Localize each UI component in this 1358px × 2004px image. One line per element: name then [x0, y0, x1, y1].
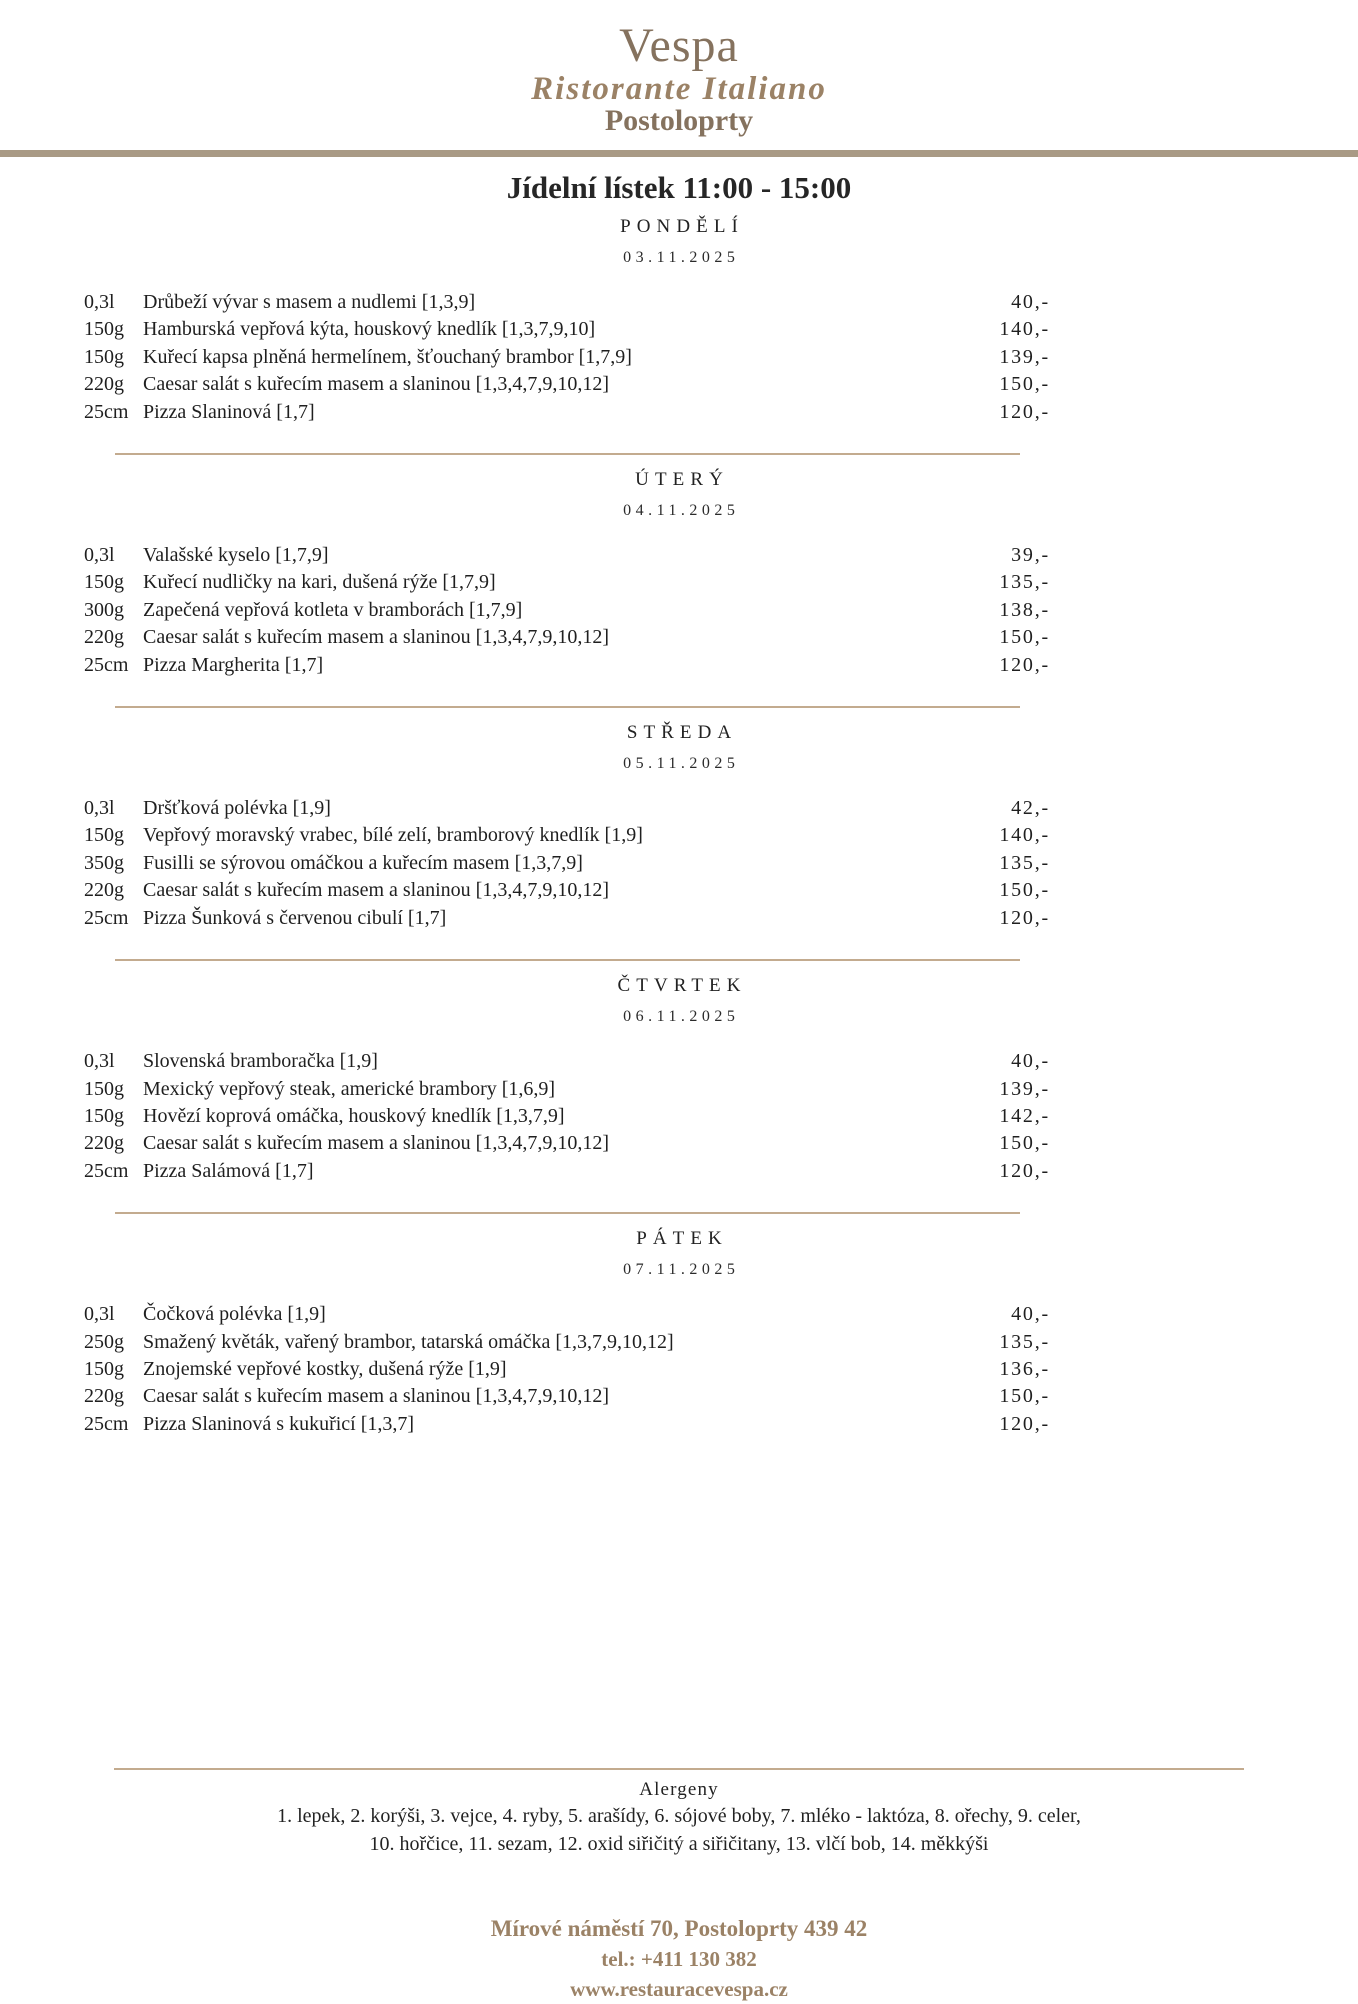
brand-header: [0, 0, 1358, 138]
item-price: 42,-: [1011, 797, 1050, 820]
allergens-divider: [114, 1768, 1244, 1770]
section-divider: [115, 959, 1020, 961]
menu-title: Jídelní lístek 11:00 - 15:00: [506, 170, 852, 205]
item-price: 139,-: [999, 345, 1050, 368]
day-date: 05.11.2025: [623, 755, 740, 773]
day-section: [0, 1227, 1358, 1438]
item-name: Smažený květák, vařený brambor, tatarská omáčka [1,3,7,9,10,12]: [143, 1330, 674, 1353]
day-items: [84, 795, 1050, 932]
menu-item-row: [84, 795, 1050, 822]
item-name: Hamburská vepřová kýta, houskový knedlík [1,3,7,9,10]: [143, 318, 596, 341]
item-price: 150,-: [999, 373, 1050, 396]
day-items: [84, 1301, 1050, 1438]
item-name: Znojemské vepřové kostky, dušená rýže [1,9]: [143, 1357, 507, 1380]
item-qty: 0,3l: [84, 544, 115, 567]
item-price: 150,-: [999, 626, 1050, 649]
menu-item-row: [84, 344, 1050, 371]
item-name: Mexický vepřový steak, americké brambory [1,6,9]: [143, 1077, 556, 1100]
day-items: [84, 542, 1050, 679]
item-price: 142,-: [999, 1104, 1050, 1127]
item-qty: 150g: [84, 345, 124, 368]
menu-item-row: [84, 316, 1050, 343]
menu-days: [0, 215, 1358, 1438]
menu-item-row: [84, 371, 1050, 398]
item-name: Slovenská bramboračka [1,9]: [143, 1050, 378, 1073]
item-price: 140,-: [999, 824, 1050, 847]
footer-phone: tel.: +411 130 382: [601, 1947, 757, 1972]
item-price: 136,-: [999, 1357, 1050, 1380]
item-qty: 150g: [84, 571, 124, 594]
item-qty: 25cm: [84, 1412, 129, 1435]
menu-item-row: [84, 1103, 1050, 1130]
item-qty: 25cm: [84, 400, 129, 423]
item-price: 120,-: [999, 653, 1050, 676]
item-price: 150,-: [999, 1385, 1050, 1408]
item-price: 138,-: [999, 598, 1050, 621]
item-qty: 220g: [84, 879, 124, 902]
item-qty: 220g: [84, 626, 124, 649]
item-name: Hovězí koprová omáčka, houskový knedlík [1,3,7,9]: [143, 1104, 565, 1127]
item-qty: 0,3l: [84, 797, 115, 820]
item-qty: 220g: [84, 1385, 124, 1408]
item-qty: 25cm: [84, 906, 129, 929]
item-price: 150,-: [999, 1132, 1050, 1155]
item-name: Pizza Margherita [1,7]: [143, 653, 324, 676]
item-price: 120,-: [999, 1412, 1050, 1435]
menu-item-row: [84, 1076, 1050, 1103]
menu-item-row: [84, 1048, 1050, 1075]
item-qty: 25cm: [84, 1159, 129, 1182]
item-name: Valašské kyselo [1,7,9]: [143, 544, 329, 567]
header-divider-bar: [0, 150, 1358, 157]
item-qty: 150g: [84, 318, 124, 341]
menu-item-row: [84, 597, 1050, 624]
day-date: 07.11.2025: [623, 1261, 740, 1279]
item-name: Kuřecí kapsa plněná hermelínem, šťouchaný brambor [1,7,9]: [143, 345, 632, 368]
item-name: Vepřový moravský vrabec, bílé zelí, bramborový knedlík [1,9]: [143, 824, 643, 847]
day-items: [84, 289, 1050, 426]
footer: [0, 1914, 1358, 2004]
day-name: ČTVRTEK: [617, 975, 747, 997]
item-price: 150,-: [999, 879, 1050, 902]
item-qty: 0,3l: [84, 291, 115, 313]
allergens-section: [0, 1778, 1358, 1858]
item-price: 120,-: [999, 906, 1050, 929]
item-price: 120,-: [999, 1159, 1050, 1182]
item-price: 40,-: [1011, 1050, 1050, 1073]
item-qty: 150g: [84, 824, 124, 847]
item-price: 40,-: [1011, 1303, 1050, 1326]
item-name: Caesar salát s kuřecím masem a slaninou [1,3,4,7,9,10,12]: [143, 1385, 609, 1408]
item-qty: 220g: [84, 1132, 124, 1155]
item-name: Pizza Salámová [1,7]: [143, 1159, 314, 1182]
item-name: Dršťková polévka [1,9]: [143, 797, 331, 820]
item-name: Caesar salát s kuřecím masem a slaninou [1,3,4,7,9,10,12]: [143, 626, 609, 649]
item-price: 39,-: [1011, 544, 1050, 567]
day-name: PÁTEK: [636, 1228, 728, 1250]
day-name: ÚTERÝ: [635, 469, 729, 491]
menu-item-row: [84, 1356, 1050, 1383]
menu-item-row: [84, 1383, 1050, 1410]
item-qty: 350g: [84, 851, 124, 874]
item-qty: 150g: [84, 1357, 124, 1380]
menu-item-row: [84, 624, 1050, 651]
item-price: 135,-: [999, 571, 1050, 594]
menu-item-row: [84, 1329, 1050, 1356]
item-price: 140,-: [999, 318, 1050, 341]
section-divider: [115, 453, 1020, 455]
item-price: 139,-: [999, 1077, 1050, 1100]
menu-item-row: [84, 652, 1050, 679]
item-price: 135,-: [999, 851, 1050, 874]
item-price: 120,-: [999, 400, 1050, 423]
menu-item-row: [84, 289, 1050, 316]
day-section: [0, 974, 1358, 1214]
menu-item-row: [84, 399, 1050, 426]
day-section: [0, 721, 1358, 961]
brand-subtitle: Ristorante Italiano: [531, 71, 827, 107]
day-section: [0, 468, 1358, 708]
menu-item-row: [84, 569, 1050, 596]
item-name: Fusilli se sýrovou omáčkou a kuřecím masem [1,3,7,9]: [143, 851, 583, 874]
item-qty: 0,3l: [84, 1303, 115, 1326]
item-qty: 25cm: [84, 653, 129, 676]
day-date: 04.11.2025: [623, 502, 740, 520]
item-qty: 220g: [84, 373, 124, 396]
menu-item-row: [84, 1130, 1050, 1157]
day-name: STŘEDA: [626, 722, 738, 744]
day-name: PONDĚLÍ: [620, 216, 744, 237]
menu-item-row: [84, 542, 1050, 569]
menu-item-row: [84, 905, 1050, 932]
item-name: Drůbeží vývar s masem a nudlemi [1,3,9]: [143, 291, 476, 313]
item-price: 135,-: [999, 1330, 1050, 1353]
item-qty: 300g: [84, 598, 124, 621]
brand-city: Postoloprty: [604, 104, 754, 137]
item-name: Caesar salát s kuřecím masem a slaninou [1,3,4,7,9,10,12]: [143, 1132, 609, 1155]
menu-item-row: [84, 850, 1050, 877]
item-qty: 0,3l: [84, 1050, 115, 1073]
allergens-title: Alergeny: [639, 1779, 719, 1801]
section-divider: [115, 706, 1020, 708]
item-price: 40,-: [1011, 291, 1050, 313]
item-qty: 150g: [84, 1077, 124, 1100]
item-name: Pizza Šunková s červenou cibulí [1,7]: [143, 906, 447, 929]
menu-item-row: [84, 1158, 1050, 1185]
item-name: Caesar salát s kuřecím masem a slaninou [1,3,4,7,9,10,12]: [143, 879, 609, 902]
menu-item-row: [84, 1411, 1050, 1438]
item-name: Pizza Slaninová s kukuřicí [1,3,7]: [143, 1412, 415, 1435]
item-name: Zapečená vepřová kotleta v bramborách [1,7,9]: [143, 598, 523, 621]
menu-item-row: [84, 822, 1050, 849]
brand-name: Vespa: [619, 19, 739, 72]
item-name: Caesar salát s kuřecím masem a slaninou [1,3,4,7,9,10,12]: [143, 373, 609, 396]
item-name: Pizza Slaninová [1,7]: [143, 400, 315, 423]
allergens-line-2: 10. hořčice, 11. sezam, 12. oxid siřičitý a siřičitany, 13. vlčí bob, 14. měkkýši: [369, 1833, 989, 1856]
item-qty: 150g: [84, 1104, 124, 1127]
menu-item-row: [84, 877, 1050, 904]
footer-address: Mírové náměstí 70, Postoloprty 439 42: [490, 1916, 868, 1942]
footer-website: www.restauracevespa.cz: [570, 1977, 788, 2002]
day-date: 06.11.2025: [623, 1008, 740, 1026]
item-name: Čočková polévka [1,9]: [143, 1303, 326, 1326]
day-date: 03.11.2025: [623, 249, 740, 266]
menu-item-row: [84, 1301, 1050, 1328]
item-qty: 250g: [84, 1330, 124, 1353]
allergens-line-1: 1. lepek, 2. korýši, 3. vejce, 4. ryby, 5. arašídy, 6. sójové boby, 7. mléko - laktóza, 8. ořechy, 9. celer,: [277, 1805, 1081, 1828]
item-name: Kuřecí nudličky na kari, dušená rýže [1,7,9]: [143, 571, 496, 594]
day-items: [84, 1048, 1050, 1185]
day-section: [0, 215, 1358, 455]
section-divider: [115, 1212, 1020, 1214]
